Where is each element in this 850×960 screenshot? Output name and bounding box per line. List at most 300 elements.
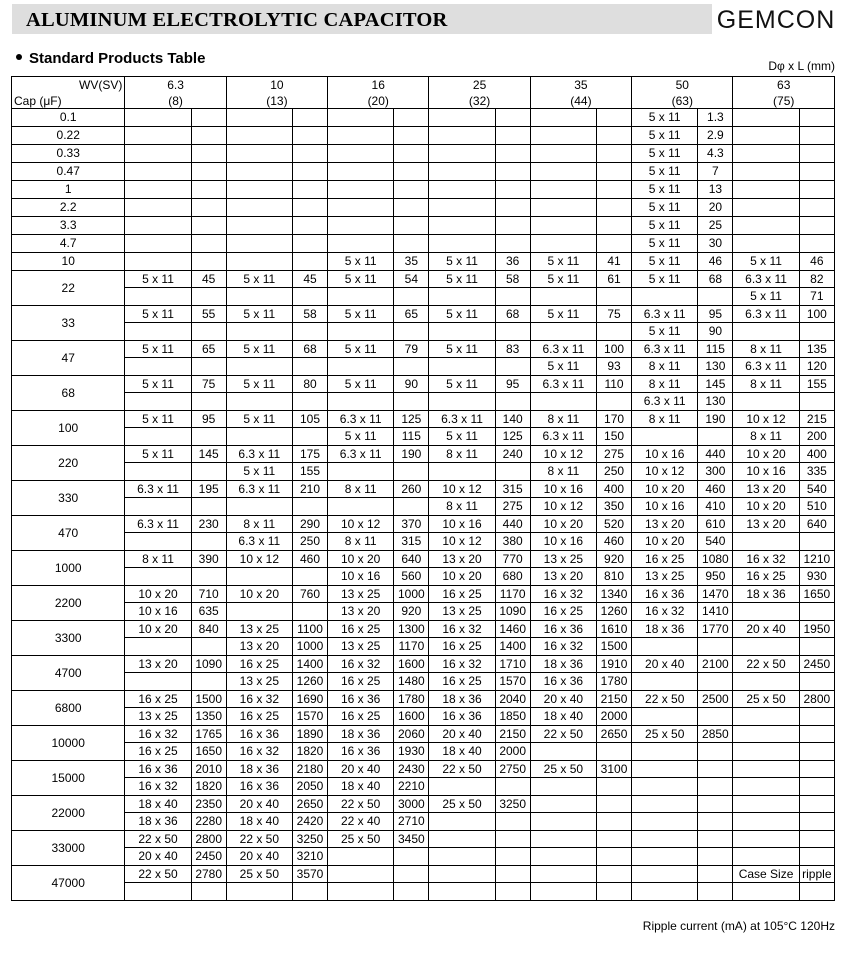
ripple-cell	[394, 235, 429, 253]
case-size-cell: 10 x 20	[632, 481, 698, 498]
case-size-cell	[125, 673, 191, 691]
case-size-cell	[125, 288, 191, 306]
case-size-cell	[530, 145, 596, 163]
table-row	[12, 446, 835, 463]
ripple-cell: 1650	[799, 586, 834, 603]
ripple-cell	[495, 199, 530, 217]
ripple-cell: 125	[394, 411, 429, 428]
ripple-cell	[495, 235, 530, 253]
case-size-cell: 20 x 40	[733, 621, 799, 638]
case-size-cell: 16 x 36	[125, 761, 191, 778]
case-size-cell	[125, 109, 191, 127]
case-size-cell	[733, 163, 799, 181]
ripple-cell	[495, 127, 530, 145]
case-size-cell: 8 x 11	[733, 428, 799, 446]
table-row	[12, 883, 835, 901]
case-size-cell: 8 x 11	[733, 341, 799, 358]
ripple-cell	[394, 145, 429, 163]
case-size-cell: 5 x 11	[632, 127, 698, 145]
case-size-cell: 10 x 16	[328, 568, 394, 586]
case-size-cell: 5 x 11	[530, 253, 596, 271]
case-size-cell	[328, 163, 394, 181]
case-size-cell: 5 x 11	[226, 306, 292, 323]
ripple-cell: 45	[191, 271, 226, 288]
ripple-cell: 440	[698, 446, 733, 463]
ripple-cell	[191, 217, 226, 235]
ripple-cell: 68	[698, 271, 733, 288]
case-size-cell: 8 x 11	[733, 376, 799, 393]
case-size-cell: 6.3 x 11	[226, 481, 292, 498]
ripple-cell: 65	[394, 306, 429, 323]
table-row	[12, 778, 835, 796]
case-size-cell: 6.3 x 11	[733, 271, 799, 288]
ripple-cell: 195	[191, 481, 226, 498]
ripple-cell: 2060	[394, 726, 429, 743]
case-size-cell	[530, 163, 596, 181]
ripple-cell	[495, 848, 530, 866]
case-size-cell: 16 x 36	[226, 726, 292, 743]
case-size-cell: 6.3 x 11	[733, 358, 799, 376]
ripple-cell: 610	[698, 516, 733, 533]
ripple-cell: 2450	[799, 656, 834, 673]
case-size-cell: 5 x 11	[328, 376, 394, 393]
ripple-cell: 510	[799, 498, 834, 516]
ripple-cell: 3250	[495, 796, 530, 813]
ripple-cell: 80	[292, 376, 327, 393]
ripple-cell	[799, 708, 834, 726]
ripple-cell	[191, 109, 226, 127]
table-row	[12, 551, 835, 568]
section-title	[16, 50, 205, 67]
capacitance-cell: 330	[12, 481, 125, 516]
case-size-cell: 5 x 11	[632, 109, 698, 127]
case-size-cell: 8 x 11	[429, 498, 495, 516]
case-size-cell	[429, 217, 495, 235]
ripple-cell	[596, 848, 631, 866]
ripple-cell: 440	[495, 516, 530, 533]
ripple-cell: 2750	[495, 761, 530, 778]
case-size-cell	[429, 848, 495, 866]
ripple-cell	[596, 127, 631, 145]
ripple-cell: 2100	[698, 656, 733, 673]
case-size-cell: 16 x 25	[328, 708, 394, 726]
ripple-cell: 2450	[191, 848, 226, 866]
case-size-cell	[226, 358, 292, 376]
case-size-cell	[226, 603, 292, 621]
case-size-cell: 16 x 25	[328, 621, 394, 638]
ripple-cell	[394, 883, 429, 901]
case-size-cell: 5 x 11	[226, 463, 292, 481]
ripple-cell	[698, 813, 733, 831]
case-size-cell	[125, 253, 191, 271]
ripple-cell: 75	[191, 376, 226, 393]
ripple-cell	[799, 199, 834, 217]
case-size-cell	[226, 568, 292, 586]
ripple-cell: 1570	[495, 673, 530, 691]
case-size-cell	[429, 323, 495, 341]
ripple-cell: 25	[698, 217, 733, 235]
case-size-cell: 10 x 20	[733, 446, 799, 463]
case-size-cell	[226, 127, 292, 145]
case-size-cell: 5 x 11	[632, 163, 698, 181]
ripple-cell: 58	[495, 271, 530, 288]
case-size-cell: 16 x 32	[125, 778, 191, 796]
ripple-cell	[799, 673, 834, 691]
ripple-cell	[495, 393, 530, 411]
ripple-cell: 95	[698, 306, 733, 323]
table-row	[12, 323, 835, 341]
ripple-cell	[596, 743, 631, 761]
case-size-cell: 5 x 11	[125, 446, 191, 463]
ripple-cell	[292, 603, 327, 621]
ripple-cell: 3210	[292, 848, 327, 866]
ripple-cell	[596, 199, 631, 217]
ripple-cell: 3100	[596, 761, 631, 778]
ripple-cell	[191, 568, 226, 586]
case-size-cell	[733, 181, 799, 199]
header-sv-cell: (13)	[226, 93, 327, 109]
case-size-cell: 22 x 50	[125, 866, 191, 883]
ripple-cell	[394, 217, 429, 235]
case-size-cell: 22 x 50	[125, 831, 191, 848]
ripple-cell	[799, 848, 834, 866]
ripple-cell: 1300	[394, 621, 429, 638]
case-size-cell	[733, 638, 799, 656]
ripple-cell: 120	[799, 358, 834, 376]
ripple-cell	[292, 199, 327, 217]
ripple-cell	[799, 883, 834, 901]
ripple-cell: 840	[191, 621, 226, 638]
capacitance-cell: 10000	[12, 726, 125, 761]
case-size-cell	[733, 743, 799, 761]
ripple-cell: 150	[596, 428, 631, 446]
case-size-cell	[226, 428, 292, 446]
ripple-cell: 275	[596, 446, 631, 463]
case-size-cell	[328, 127, 394, 145]
ripple-cell: 640	[394, 551, 429, 568]
case-size-cell: 10 x 16	[733, 463, 799, 481]
legend-case-size: Case Size	[733, 866, 799, 883]
case-size-cell: 18 x 40	[328, 778, 394, 796]
ripple-cell: 250	[596, 463, 631, 481]
ripple-cell: 2150	[596, 691, 631, 708]
case-size-cell: 20 x 40	[530, 691, 596, 708]
ripple-cell: 1090	[495, 603, 530, 621]
ripple-cell	[799, 323, 834, 341]
ripple-cell: 105	[292, 411, 327, 428]
case-size-cell	[226, 883, 292, 901]
ripple-cell	[191, 323, 226, 341]
case-size-cell	[328, 463, 394, 481]
table-row	[12, 638, 835, 656]
table-row	[12, 109, 835, 127]
ripple-cell: 2210	[394, 778, 429, 796]
ripple-cell: 170	[596, 411, 631, 428]
case-size-cell	[530, 288, 596, 306]
ripple-cell	[799, 813, 834, 831]
case-size-cell: 10 x 12	[226, 551, 292, 568]
ripple-cell	[495, 778, 530, 796]
case-size-cell: 6.3 x 11	[632, 341, 698, 358]
ripple-cell	[698, 428, 733, 446]
case-size-cell: 18 x 36	[632, 621, 698, 638]
ripple-cell	[495, 109, 530, 127]
case-size-cell: 6.3 x 11	[632, 306, 698, 323]
ripple-cell	[191, 288, 226, 306]
ripple-cell	[292, 288, 327, 306]
ripple-cell	[292, 358, 327, 376]
ripple-cell	[191, 199, 226, 217]
capacitance-cell: 0.22	[12, 127, 125, 145]
ripple-cell: 335	[799, 463, 834, 481]
ripple-cell	[191, 358, 226, 376]
case-size-cell	[733, 761, 799, 778]
ripple-cell: 1410	[698, 603, 733, 621]
ripple-cell: 1610	[596, 621, 631, 638]
case-size-cell: 6.3 x 11	[530, 376, 596, 393]
case-size-cell: 16 x 25	[226, 708, 292, 726]
case-size-cell	[530, 127, 596, 145]
ripple-cell: 290	[292, 516, 327, 533]
case-size-cell: 5 x 11	[226, 376, 292, 393]
header-wv-cell: 63	[733, 77, 835, 94]
case-size-cell: 6.3 x 11	[530, 428, 596, 446]
case-size-cell: 18 x 40	[125, 796, 191, 813]
ripple-cell: 710	[191, 586, 226, 603]
ripple-cell	[799, 217, 834, 235]
case-size-cell: 16 x 32	[328, 656, 394, 673]
ripple-cell: 540	[698, 533, 733, 551]
case-size-cell	[125, 463, 191, 481]
case-size-cell: 16 x 36	[530, 621, 596, 638]
ripple-cell: 2650	[596, 726, 631, 743]
ripple-cell: 390	[191, 551, 226, 568]
case-size-cell: 8 x 11	[226, 516, 292, 533]
ripple-cell	[495, 358, 530, 376]
table-row	[12, 761, 835, 778]
table-row	[12, 743, 835, 761]
case-size-cell: 16 x 36	[328, 743, 394, 761]
ripple-cell	[596, 109, 631, 127]
case-size-cell: 5 x 11	[328, 306, 394, 323]
ripple-cell: 215	[799, 411, 834, 428]
ripple-cell	[191, 498, 226, 516]
capacitance-cell: 47	[12, 341, 125, 376]
case-size-cell	[125, 428, 191, 446]
case-size-cell: 5 x 11	[328, 341, 394, 358]
ripple-cell	[191, 393, 226, 411]
ripple-cell: 200	[799, 428, 834, 446]
ripple-cell: 1780	[596, 673, 631, 691]
ripple-cell: 2180	[292, 761, 327, 778]
ripple-cell	[495, 288, 530, 306]
case-size-cell	[733, 217, 799, 235]
case-size-cell: 18 x 36	[429, 691, 495, 708]
case-size-cell	[733, 235, 799, 253]
case-size-cell: 13 x 25	[226, 621, 292, 638]
ripple-cell	[292, 428, 327, 446]
ripple-cell	[292, 498, 327, 516]
case-size-cell: 5 x 11	[733, 288, 799, 306]
table-row	[12, 199, 835, 217]
ripple-cell	[495, 323, 530, 341]
ripple-cell	[698, 673, 733, 691]
case-size-cell	[733, 708, 799, 726]
header-wv-cell: 6.3	[125, 77, 226, 94]
case-size-cell	[328, 181, 394, 199]
case-size-cell: 5 x 11	[429, 271, 495, 288]
ripple-cell: 115	[698, 341, 733, 358]
ripple-cell: 400	[799, 446, 834, 463]
ripple-cell: 460	[596, 533, 631, 551]
ripple-cell: 2500	[698, 691, 733, 708]
ripple-cell	[596, 778, 631, 796]
products-table-body	[12, 109, 835, 901]
case-size-cell: 10 x 12	[530, 446, 596, 463]
capacitance-cell: 470	[12, 516, 125, 551]
case-size-cell	[226, 181, 292, 199]
table-row	[12, 376, 835, 393]
ripple-cell	[698, 638, 733, 656]
case-size-cell: 16 x 32	[632, 603, 698, 621]
table-row	[12, 288, 835, 306]
ripple-cell	[394, 109, 429, 127]
ripple-cell: 1690	[292, 691, 327, 708]
case-size-cell: 22 x 50	[632, 691, 698, 708]
ripple-cell: 100	[596, 341, 631, 358]
ripple-cell	[799, 533, 834, 551]
ripple-cell: 125	[495, 428, 530, 446]
case-size-cell: 5 x 11	[125, 411, 191, 428]
ripple-cell: 2.9	[698, 127, 733, 145]
case-size-cell	[226, 145, 292, 163]
ripple-cell	[698, 743, 733, 761]
ripple-cell: 140	[495, 411, 530, 428]
ripple-cell	[799, 145, 834, 163]
case-size-cell	[632, 673, 698, 691]
capacitance-cell: 1000	[12, 551, 125, 586]
case-size-cell: 10 x 20	[226, 586, 292, 603]
ripple-cell: 1820	[191, 778, 226, 796]
ripple-cell	[698, 761, 733, 778]
case-size-cell	[530, 235, 596, 253]
case-size-cell	[328, 498, 394, 516]
ripple-cell: 1400	[292, 656, 327, 673]
case-size-cell	[530, 181, 596, 199]
ripple-cell	[596, 181, 631, 199]
case-size-cell: 8 x 11	[632, 411, 698, 428]
case-size-cell: 6.3 x 11	[226, 533, 292, 551]
ripple-cell	[394, 463, 429, 481]
ripple-cell	[799, 235, 834, 253]
ripple-cell: 95	[191, 411, 226, 428]
case-size-cell: 25 x 50	[530, 761, 596, 778]
ripple-cell	[799, 603, 834, 621]
ripple-cell: 54	[394, 271, 429, 288]
case-size-cell: 13 x 20	[632, 516, 698, 533]
case-size-cell	[530, 109, 596, 127]
case-size-cell: 13 x 20	[226, 638, 292, 656]
capacitance-cell: 22	[12, 271, 125, 306]
case-size-cell: 13 x 25	[125, 708, 191, 726]
ripple-cell: 540	[799, 481, 834, 498]
case-size-cell: 10 x 16	[530, 533, 596, 551]
table-row	[12, 127, 835, 145]
ripple-cell: 1080	[698, 551, 733, 568]
ripple-cell: 240	[495, 446, 530, 463]
ripple-cell: 41	[596, 253, 631, 271]
ripple-cell: 520	[596, 516, 631, 533]
ripple-cell: 2800	[799, 691, 834, 708]
case-size-cell: 16 x 32	[530, 638, 596, 656]
case-size-cell: 16 x 25	[226, 656, 292, 673]
case-size-cell	[530, 199, 596, 217]
capacitance-cell: 33000	[12, 831, 125, 866]
table-row	[12, 586, 835, 603]
ripple-cell: 1890	[292, 726, 327, 743]
case-size-cell: 20 x 40	[125, 848, 191, 866]
case-size-cell: 16 x 36	[226, 778, 292, 796]
ripple-cell	[596, 813, 631, 831]
case-size-cell: 6.3 x 11	[733, 306, 799, 323]
case-size-cell	[125, 498, 191, 516]
case-size-cell	[530, 813, 596, 831]
ripple-cell: 1910	[596, 656, 631, 673]
case-size-cell: 10 x 20	[632, 533, 698, 551]
case-size-cell	[632, 831, 698, 848]
case-size-cell	[632, 813, 698, 831]
case-size-cell: 13 x 25	[328, 638, 394, 656]
case-size-cell	[328, 866, 394, 883]
case-size-cell	[530, 883, 596, 901]
ripple-cell: 2650	[292, 796, 327, 813]
ripple-cell	[799, 127, 834, 145]
case-size-cell	[429, 235, 495, 253]
ripple-cell: 1460	[495, 621, 530, 638]
legend-ripple: ripple	[799, 866, 834, 883]
case-size-cell: 5 x 11	[328, 253, 394, 271]
ripple-cell: 3450	[394, 831, 429, 848]
ripple-cell	[495, 145, 530, 163]
case-size-cell: 16 x 32	[733, 551, 799, 568]
ripple-cell: 250	[292, 533, 327, 551]
case-size-cell: 16 x 32	[429, 656, 495, 673]
case-size-cell: 10 x 16	[429, 516, 495, 533]
case-size-cell: 10 x 16	[632, 446, 698, 463]
ripple-cell: 2000	[596, 708, 631, 726]
case-size-cell: 5 x 11	[530, 358, 596, 376]
table-row	[12, 341, 835, 358]
ripple-cell: 3250	[292, 831, 327, 848]
ripple-cell	[799, 726, 834, 743]
case-size-cell: 20 x 40	[226, 848, 292, 866]
ripple-cell	[596, 866, 631, 883]
case-size-cell: 16 x 32	[226, 691, 292, 708]
case-size-cell	[226, 253, 292, 271]
ripple-cell	[698, 288, 733, 306]
ripple-cell	[596, 883, 631, 901]
case-size-cell: 5 x 11	[733, 253, 799, 271]
ripple-cell: 275	[495, 498, 530, 516]
table-row	[12, 217, 835, 235]
table-row	[12, 603, 835, 621]
case-size-cell: 6.3 x 11	[125, 481, 191, 498]
case-size-cell	[733, 533, 799, 551]
header-sv-cell: (8)	[125, 93, 226, 109]
ripple-cell	[394, 358, 429, 376]
table-row	[12, 498, 835, 516]
case-size-cell	[632, 866, 698, 883]
